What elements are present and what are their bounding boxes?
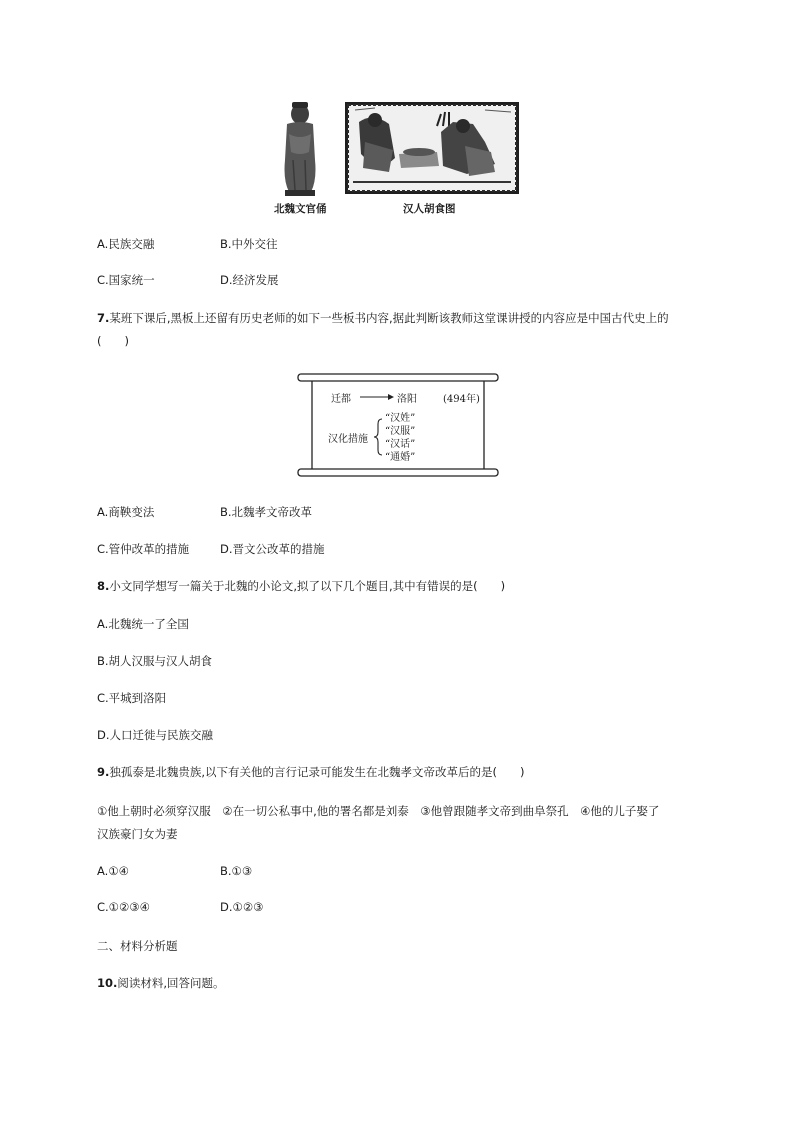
q9-statements-line1: ①他上朝时必须穿汉服 ②在一切公私事中,他的署名都是刘泰 ③他曾跟随孝文帝到曲阜祭孔 ④他的儿子娶了 <box>97 804 660 818</box>
q9-number: 9. <box>97 765 110 779</box>
figure-caption-left: 北魏文官俑 <box>274 203 327 215</box>
q6-option-c: C.国家统一 <box>97 273 155 287</box>
q8-option-c: C.平城到洛阳 <box>97 691 167 705</box>
q10-text: 阅读材料,回答问题。 <box>117 976 225 990</box>
q8-stem <box>97 578 505 594</box>
han-people-eating-hu-food-image <box>345 102 519 194</box>
q6-option-d: D.经济发展 <box>220 273 279 287</box>
q6-option-b: B.中外交往 <box>220 237 278 251</box>
board-measure-2: “汉服” <box>385 426 416 437</box>
section-2-title: 二、材料分析题 <box>97 939 178 953</box>
q8-number: 8. <box>97 579 110 593</box>
figure-caption-right: 汉人胡食图 <box>403 203 456 215</box>
blackboard-scroll <box>296 372 500 478</box>
q9-stem <box>97 764 525 780</box>
q9-option-d: D.①②③ <box>220 900 264 914</box>
q9-text: 独孤泰是北魏贵族,以下有关他的言行记录可能发生在北魏孝文帝改革后的是( ) <box>109 765 525 779</box>
q7-option-a: A.商鞅变法 <box>97 505 155 519</box>
q8-option-a: A.北魏统一了全国 <box>97 617 189 631</box>
board-move-from: 迁都 <box>331 394 351 405</box>
q9-option-a: A.①④ <box>97 864 129 878</box>
q7-option-d: D.晋文公改革的措施 <box>220 542 325 556</box>
q8-option-b: B.胡人汉服与汉人胡食 <box>97 654 213 668</box>
q9-option-c: C.①②③④ <box>97 900 150 914</box>
q7-answer-bracket: ( ) <box>97 334 129 348</box>
q7-option-c: C.管仲改革的措施 <box>97 542 190 556</box>
board-measure-1: “汉姓” <box>385 413 416 424</box>
northern-wei-figurine-image <box>275 100 325 196</box>
q7-stem <box>97 310 669 326</box>
q7-number: 7. <box>97 311 110 325</box>
q9-option-b: B.①③ <box>220 864 253 878</box>
q7-option-b: B.北魏孝文帝改革 <box>220 505 313 519</box>
board-measure-3: “汉话” <box>385 439 416 450</box>
board-measures-title: 汉化措施 <box>328 434 368 445</box>
board-measure-4: “通婚” <box>385 452 416 463</box>
q8-option-d: D.人口迁徙与民族交融 <box>97 728 214 742</box>
q10-stem <box>97 975 225 991</box>
board-year: (494年) <box>443 394 480 405</box>
q6-option-a: A.民族交融 <box>97 237 155 251</box>
q10-number: 10. <box>97 976 118 990</box>
q7-text: 某班下课后,黑板上还留有历史老师的如下一些板书内容,据此判断该教师这堂课讲授的内容应是中国古代史上的 <box>109 311 669 325</box>
board-move-to: 洛阳 <box>397 394 417 405</box>
q8-text: 小文同学想写一篇关于北魏的小论文,拟了以下几个题目,其中有错误的是( ) <box>109 579 506 593</box>
figure-6 <box>275 100 525 218</box>
q9-statements-line2: 汉族豪门女为妻 <box>97 827 178 841</box>
